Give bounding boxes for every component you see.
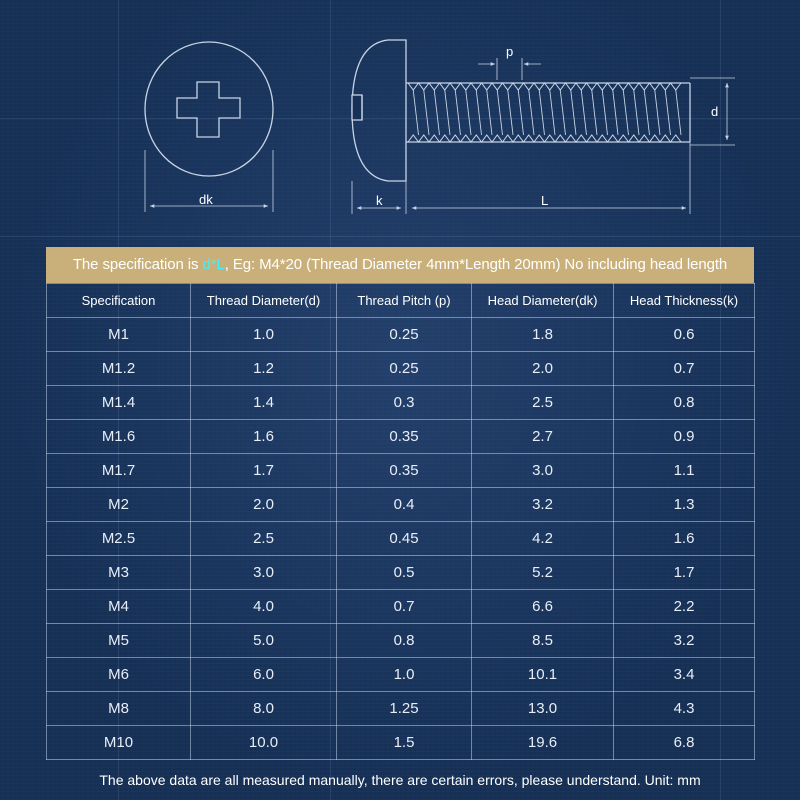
table-cell: M10 <box>47 726 191 760</box>
table-cell: 8.5 <box>472 624 614 658</box>
dim-label-p: p <box>506 44 514 59</box>
table-cell: 1.25 <box>337 692 472 726</box>
thread-line <box>497 90 502 135</box>
table-cell: 8.0 <box>191 692 337 726</box>
table-row <box>47 624 755 658</box>
table-cell: 1.1 <box>614 454 755 488</box>
thread-line <box>539 90 544 135</box>
table-cell: 1.6 <box>614 522 755 556</box>
table-cell: 1.6 <box>191 420 337 454</box>
thread-line <box>476 90 481 135</box>
thread-line <box>550 90 555 135</box>
table-cell: 0.35 <box>337 454 472 488</box>
banner-suffix: , Eg: M4*20 (Thread Diameter 4mm*Length 20mm) No including head length <box>224 256 728 273</box>
table-cell: 0.4 <box>337 488 472 522</box>
table-row <box>47 420 755 454</box>
screw-diagram <box>0 0 800 240</box>
table-cell: 6.8 <box>614 726 755 760</box>
table-cell: 3.4 <box>614 658 755 692</box>
thread-line <box>592 90 597 135</box>
table-cell: 10.1 <box>472 658 614 692</box>
thread-line <box>613 90 618 135</box>
table-cell: M4 <box>47 590 191 624</box>
thread-line <box>665 90 670 135</box>
table-cell: 5.0 <box>191 624 337 658</box>
thread-line <box>676 90 681 135</box>
table-cell: 1.4 <box>191 386 337 420</box>
table-cell: 1.0 <box>337 658 472 692</box>
table-cell: 4.0 <box>191 590 337 624</box>
specification-table <box>46 283 755 760</box>
dim-label-dk: dk <box>199 192 213 207</box>
dim-label-k: k <box>376 193 383 208</box>
table-cell: M2.5 <box>47 522 191 556</box>
table-cell: 1.8 <box>472 318 614 352</box>
table-cell: M5 <box>47 624 191 658</box>
thread-line <box>529 90 534 135</box>
thread-line <box>413 90 418 135</box>
table-row <box>47 318 755 352</box>
table-cell: 3.2 <box>472 488 614 522</box>
table-cell: 0.25 <box>337 352 472 386</box>
phillips-cross-icon <box>177 82 240 137</box>
thread-line <box>518 90 523 135</box>
table-row <box>47 726 755 760</box>
dim-label-d: d <box>711 104 719 119</box>
thread-line <box>581 90 586 135</box>
table-cell: 1.7 <box>191 454 337 488</box>
thread-line <box>602 90 607 135</box>
thread-line <box>655 90 660 135</box>
table-row <box>47 454 755 488</box>
thread-line <box>571 90 576 135</box>
table-header-row <box>47 284 755 318</box>
table-cell: 0.35 <box>337 420 472 454</box>
table-cell: 3.2 <box>614 624 755 658</box>
table-cell: M1.4 <box>47 386 191 420</box>
thread-line <box>487 90 492 135</box>
table-cell: 1.7 <box>614 556 755 590</box>
table-cell: 2.2 <box>614 590 755 624</box>
table-cell: 19.6 <box>472 726 614 760</box>
table-cell: 2.5 <box>472 386 614 420</box>
thread-line <box>424 90 429 135</box>
column-header-head-thickness: Head Thickness(k) <box>614 284 755 318</box>
screw-slot <box>352 95 362 120</box>
screw-thread-bottom <box>408 135 681 142</box>
table-cell: 2.5 <box>191 522 337 556</box>
table-cell: 0.3 <box>337 386 472 420</box>
specification-banner <box>46 247 754 283</box>
thread-line <box>644 90 649 135</box>
thread-line <box>466 90 471 135</box>
thread-line <box>634 90 639 135</box>
table-cell: 6.6 <box>472 590 614 624</box>
table-cell: 0.8 <box>337 624 472 658</box>
table-cell: M1.2 <box>47 352 191 386</box>
table-cell: M8 <box>47 692 191 726</box>
table-cell: 2.0 <box>191 488 337 522</box>
table-cell: M2 <box>47 488 191 522</box>
screw-thread-lines <box>413 90 681 135</box>
thread-line <box>445 90 450 135</box>
table-cell: M3 <box>47 556 191 590</box>
column-header-specification: Specification <box>47 284 191 318</box>
table-cell: 6.0 <box>191 658 337 692</box>
banner-prefix: The specification is <box>72 256 203 273</box>
table-cell: 0.25 <box>337 318 472 352</box>
table-row <box>47 692 755 726</box>
table-cell: 2.7 <box>472 420 614 454</box>
table-cell: 1.5 <box>337 726 472 760</box>
column-header-thread-diameter: Thread Diameter(d) <box>191 284 337 318</box>
table-row <box>47 352 755 386</box>
table-row <box>47 488 755 522</box>
table-cell: M6 <box>47 658 191 692</box>
thread-line <box>623 90 628 135</box>
banner-highlight: d*L <box>202 256 225 273</box>
table-cell: 3.0 <box>191 556 337 590</box>
table-cell: M1.6 <box>47 420 191 454</box>
table-cell: 10.0 <box>191 726 337 760</box>
footer-note: The above data are all measured manually, there are certain errors, please understand. Unit: mm <box>99 772 701 788</box>
column-header-thread-pitch: Thread Pitch (p) <box>337 284 472 318</box>
table-row <box>47 386 755 420</box>
thread-line <box>434 90 439 135</box>
screw-head-outline <box>145 42 273 176</box>
table-cell: M1.7 <box>47 454 191 488</box>
table-cell: 1.3 <box>614 488 755 522</box>
table-cell: M1 <box>47 318 191 352</box>
table-cell: 0.5 <box>337 556 472 590</box>
thread-line <box>508 90 513 135</box>
table-cell: 0.8 <box>614 386 755 420</box>
table-cell: 0.9 <box>614 420 755 454</box>
table-cell: 4.2 <box>472 522 614 556</box>
table-cell: 0.45 <box>337 522 472 556</box>
table-row <box>47 658 755 692</box>
table-cell: 1.2 <box>191 352 337 386</box>
table-cell: 0.6 <box>614 318 755 352</box>
table-cell: 13.0 <box>472 692 614 726</box>
dim-label-l: L <box>541 193 549 208</box>
screw-thread-top <box>408 83 681 90</box>
table-row <box>47 522 755 556</box>
table-cell: 4.3 <box>614 692 755 726</box>
table-cell: 0.7 <box>614 352 755 386</box>
table-row <box>47 556 755 590</box>
table-cell: 0.7 <box>337 590 472 624</box>
table-cell: 5.2 <box>472 556 614 590</box>
column-header-head-diameter: Head Diameter(dk) <box>472 284 614 318</box>
thread-line <box>455 90 460 135</box>
table-row <box>47 590 755 624</box>
table-cell: 2.0 <box>472 352 614 386</box>
table-cell: 1.0 <box>191 318 337 352</box>
thread-line <box>560 90 565 135</box>
table-cell: 3.0 <box>472 454 614 488</box>
